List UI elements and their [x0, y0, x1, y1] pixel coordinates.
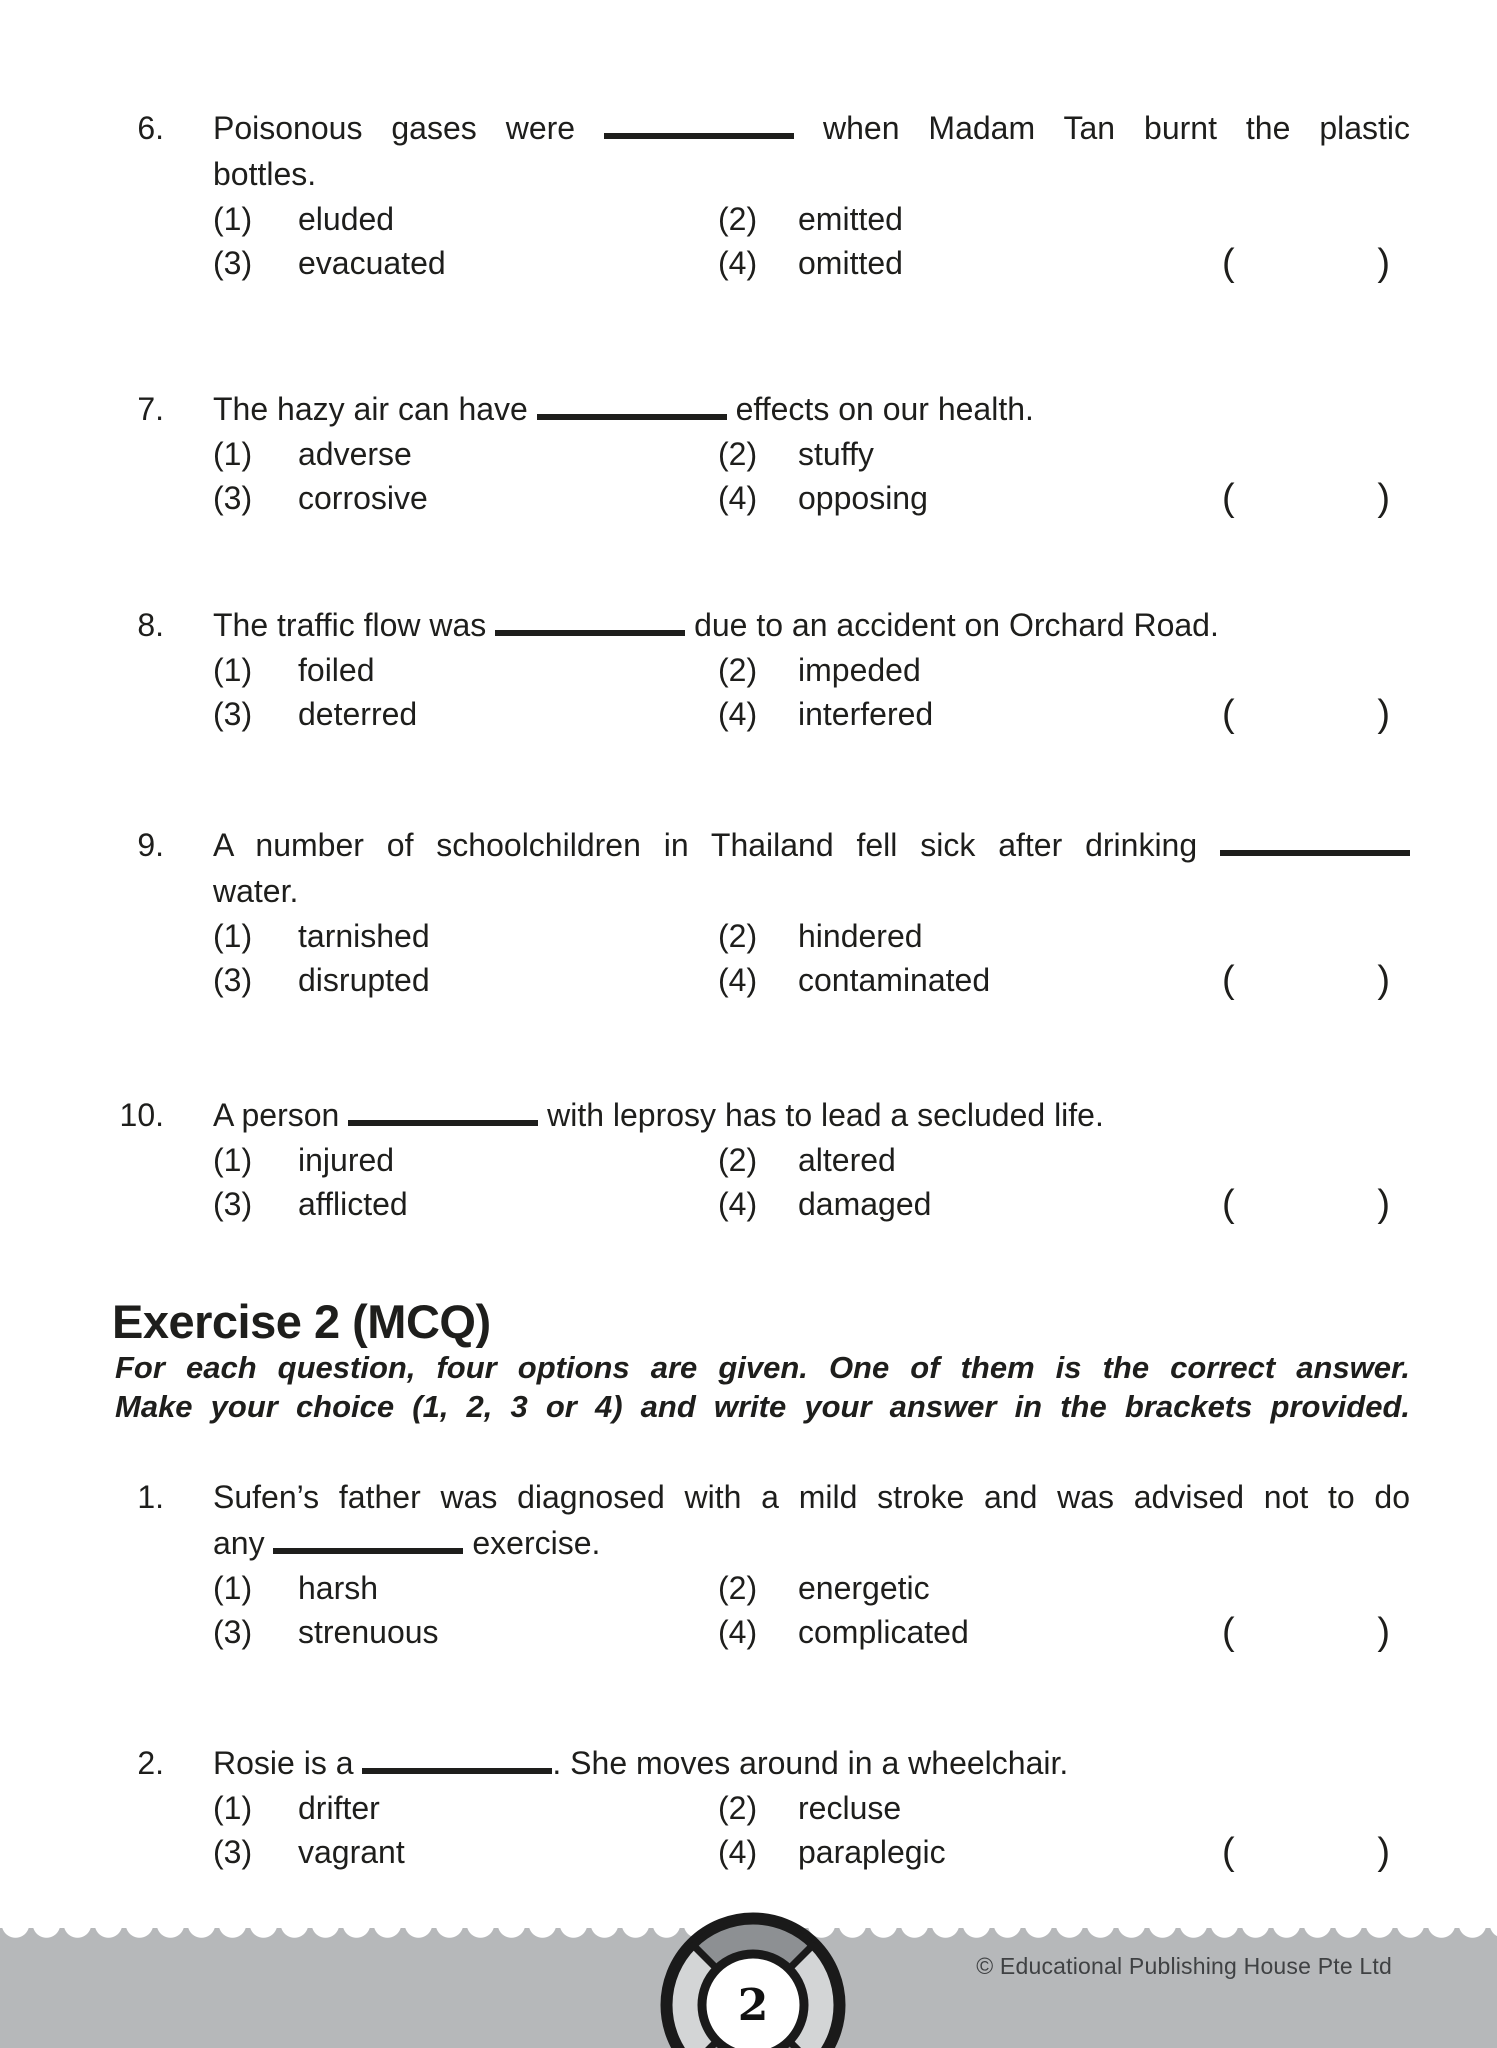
option-1-label: (1) — [213, 436, 253, 472]
stem-text: water. — [213, 873, 299, 909]
close-bracket: ) — [1377, 959, 1390, 1001]
option-3-text: deterred — [298, 696, 418, 732]
option-4-text: paraplegic — [798, 1834, 946, 1870]
option-2-text: energetic — [798, 1570, 930, 1606]
question-number: 6. — [137, 110, 164, 146]
stem-text: . She moves around in a wheelchair. — [552, 1745, 1069, 1781]
option-3-label: (3) — [213, 696, 253, 732]
question-number: 2. — [137, 1745, 164, 1781]
option-1-label: (1) — [213, 652, 253, 688]
stem-text: A person — [213, 1097, 340, 1133]
option-1-text: eluded — [298, 201, 395, 237]
option-4-label: (4) — [718, 245, 758, 281]
exercise2-heading: Exercise 2 (MCQ) — [112, 1295, 491, 1348]
option-2-label: (2) — [718, 1790, 758, 1826]
close-bracket: ) — [1377, 477, 1390, 519]
option-4-text: interfered — [798, 696, 934, 732]
option-2-text: emitted — [798, 201, 903, 237]
question-number: 10. — [119, 1097, 164, 1133]
option-4-label: (4) — [718, 1834, 758, 1870]
open-bracket: ( — [1222, 1831, 1235, 1873]
question-stem — [213, 1740, 1410, 1786]
close-bracket: ) — [1377, 693, 1390, 735]
option-2-label: (2) — [718, 1570, 758, 1606]
answer-brackets[interactable] — [1222, 1830, 1390, 1874]
stem-text: any — [213, 1525, 265, 1561]
option-1-text: adverse — [298, 436, 412, 472]
option-3-label: (3) — [213, 1834, 253, 1870]
stem-text: exercise. — [472, 1525, 601, 1561]
option-4-text: contaminated — [798, 962, 991, 998]
option-4-label: (4) — [718, 696, 758, 732]
option-1-text: harsh — [298, 1570, 379, 1606]
option-3-label: (3) — [213, 245, 253, 281]
option-1-label: (1) — [213, 1570, 253, 1606]
stem-text: Poisonous gases were — [213, 110, 576, 146]
option-2-label: (2) — [718, 1142, 758, 1178]
stem-text: The traffic flow was — [213, 607, 487, 643]
option-3-text: evacuated — [298, 245, 446, 281]
stem-text: effects on our health. — [735, 391, 1034, 427]
option-3-text: corrosive — [298, 480, 428, 516]
question-stem — [213, 1474, 1410, 1566]
option-2-text: altered — [798, 1142, 896, 1178]
question-number: 8. — [137, 607, 164, 643]
stem-text: when Madam Tan burnt the plastic — [822, 110, 1411, 146]
option-2-text: impeded — [798, 652, 921, 688]
option-3-label: (3) — [213, 1614, 253, 1650]
option-2-text: recluse — [798, 1790, 902, 1826]
answer-brackets[interactable] — [1222, 1610, 1390, 1654]
option-4-label: (4) — [718, 1186, 758, 1222]
answer-blank[interactable] — [273, 1522, 463, 1554]
option-1-text: foiled — [298, 652, 375, 688]
life-buoy-icon — [659, 1911, 847, 2048]
option-3-label: (3) — [213, 1186, 253, 1222]
open-bracket: ( — [1222, 1611, 1235, 1653]
instruction-line: For each question, four options are given. One of them is the correct answer. — [115, 1350, 1410, 1385]
question-block — [80, 1474, 1410, 1654]
stem-text: bottles. — [213, 156, 317, 192]
option-3-label: (3) — [213, 962, 253, 998]
question-block — [80, 1740, 1410, 1874]
question-number: 7. — [137, 391, 164, 427]
close-bracket: ) — [1377, 1183, 1390, 1225]
close-bracket: ) — [1377, 242, 1390, 284]
stem-text: Sufen’s father was diagnosed with a mild stroke and was advised not to do — [213, 1479, 1410, 1515]
open-bracket: ( — [1222, 242, 1235, 284]
copyright-text: © Educational Publishing House Pte Ltd — [976, 1953, 1392, 1979]
instruction-line: Make your choice (1, 2, 3 or 4) and write your answer in the brackets provided. — [115, 1389, 1410, 1424]
stem-text: Rosie is a — [213, 1745, 354, 1781]
option-1-label: (1) — [213, 1142, 253, 1178]
option-2-text: hindered — [798, 918, 923, 954]
option-1-text: tarnished — [298, 918, 430, 954]
option-2-label: (2) — [718, 918, 758, 954]
open-bracket: ( — [1222, 1183, 1235, 1225]
option-2-label: (2) — [718, 201, 758, 237]
page-number: 2 — [737, 1979, 769, 2031]
option-2-label: (2) — [718, 436, 758, 472]
option-3-text: strenuous — [298, 1614, 439, 1650]
option-1-text: drifter — [298, 1790, 380, 1826]
option-3-text: vagrant — [298, 1834, 405, 1870]
open-bracket: ( — [1222, 477, 1235, 519]
open-bracket: ( — [1222, 959, 1235, 1001]
close-bracket: ) — [1377, 1831, 1390, 1873]
option-4-text: omitted — [798, 245, 903, 281]
open-bracket: ( — [1222, 693, 1235, 735]
option-1-label: (1) — [213, 918, 253, 954]
option-1-label: (1) — [213, 1790, 253, 1826]
option-3-text: disrupted — [298, 962, 430, 998]
option-3-label: (3) — [213, 480, 253, 516]
option-4-label: (4) — [718, 480, 758, 516]
answer-blank[interactable] — [362, 1742, 552, 1774]
stem-text: due to an accident on Orchard Road. — [694, 607, 1219, 643]
option-2-text: stuffy — [798, 436, 874, 472]
option-1-label: (1) — [213, 201, 253, 237]
close-bracket: ) — [1377, 1611, 1390, 1653]
question-number: 9. — [137, 827, 164, 863]
stem-text: The hazy air can have — [213, 391, 528, 427]
option-3-text: afflicted — [298, 1186, 408, 1222]
option-4-label: (4) — [718, 1614, 758, 1650]
option-4-text: damaged — [798, 1186, 932, 1222]
option-4-text: complicated — [798, 1614, 969, 1650]
option-1-text: injured — [298, 1142, 395, 1178]
stem-text: with leprosy has to lead a secluded life. — [547, 1097, 1104, 1133]
stem-text: A number of schoolchildren in Thailand fell sick after drinking — [213, 827, 1198, 863]
question-number: 1. — [137, 1479, 164, 1515]
option-4-label: (4) — [718, 962, 758, 998]
option-4-text: opposing — [798, 480, 928, 516]
option-2-label: (2) — [718, 652, 758, 688]
